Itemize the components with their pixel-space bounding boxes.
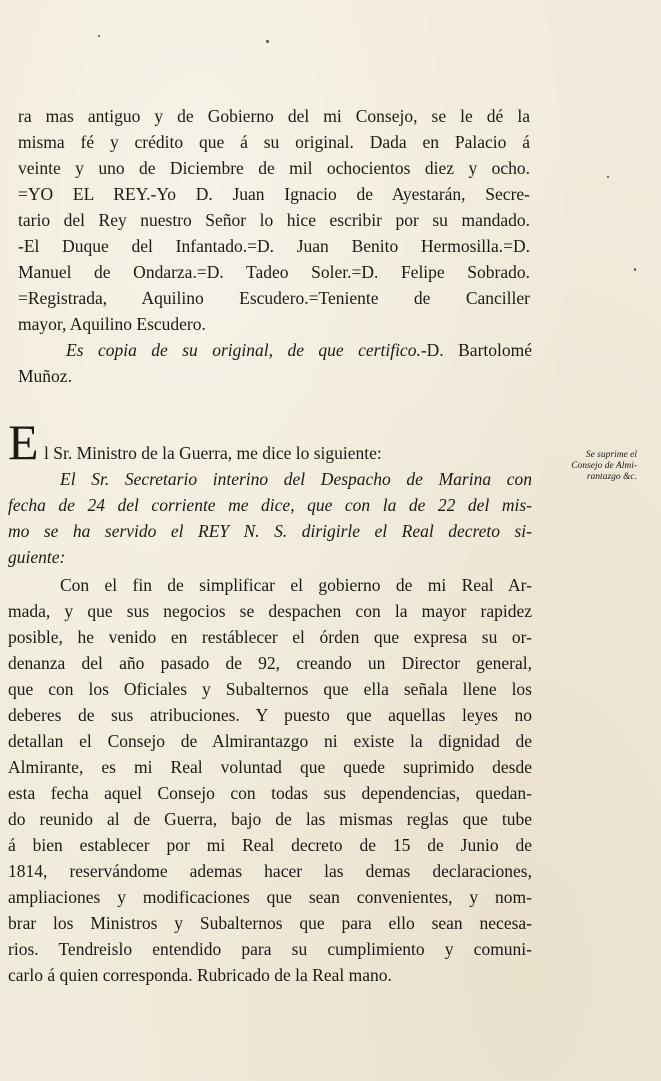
decree-line: brar los Ministros y Subalternos que para ello sean necesa- [8, 913, 532, 933]
italic-line: El Sr. Secretario interino del Despacho de Marina con [60, 469, 532, 489]
text-line: mayor, Aquilino Escudero. [18, 314, 206, 334]
margin-note-line: Se suprime el [585, 450, 637, 460]
decree-line: do reunido al de Guerra, bajo de las mismas reglas que tube [8, 809, 532, 829]
section-opening-line: l Sr. Ministro de la Guerra, me dice lo siguiente: [44, 443, 382, 463]
margin-note-line: Consejo de Almi- [571, 461, 637, 471]
paper-speck [634, 268, 636, 271]
italic-line: guiente: [8, 547, 66, 567]
text-line: =YO EL REY.-Yo D. Juan Ignacio de Ayestarán, Secre- [18, 184, 530, 204]
text-line: misma fé y crédito que á su original. Dada en Palacio á [18, 132, 530, 152]
decree-line: carlo á quien corresponda. Rubricado de la Real mano. [8, 965, 392, 985]
decree-line: ampliaciones y modificaciones que sean convenientes, y nom- [8, 887, 532, 907]
decree-line: posible, he venido en restáblecer el órden que expresa su or- [8, 627, 532, 647]
decree-line: Con el fin de simplificar el gobierno de mi Real Ar- [60, 575, 532, 595]
decree-line: rios. Tendreislo entendido para su cumplimiento y comuni- [8, 939, 532, 959]
text-line: -El Duque del Infantado.=D. Juan Benito Hermosilla.=D. [18, 236, 530, 256]
decree-line: que con los Oficiales y Subalternos que ella señala llene los [8, 679, 532, 699]
decree-line: denanza del año pasado de 92, creando un Director general, [8, 653, 532, 673]
text-line: tario del Rey nuestro Señor lo hice escribir por su mandado. [18, 210, 530, 230]
paper-speck [607, 176, 609, 178]
text-line: ra mas antiguo y de Gobierno del mi Consejo, se le dé la [18, 106, 530, 126]
decree-line: á bien establecer por mi Real decreto de 15 de Junio de [8, 835, 532, 855]
italic-line: mo se ha servido el REY N. S. dirigirle el Real decreto si- [8, 521, 532, 541]
signature-name: -D. Bartolomé [420, 340, 533, 360]
italic-line: fecha de 24 del corriente me dice, que con la de 22 del mis- [8, 495, 532, 515]
decree-line: deberes de sus atribuciones. Y puesto que aquellas leyes no [8, 705, 532, 725]
decree-line: Almirante, es mi Real voluntad que quede suprimido desde [8, 757, 532, 777]
certification-line [66, 340, 532, 360]
text-line: Manuel de Ondarza.=D. Tadeo Soler.=D. Felipe Sobrado. [18, 262, 530, 282]
text-line: =Registrada, Aquilino Escudero.=Teniente de Canciller [18, 288, 530, 308]
decree-line: mada, y que sus negocios se despachen con la mayor rapidez [8, 601, 532, 621]
paper-speck [266, 40, 269, 43]
decree-line: esta fecha aquel Consejo con todas sus dependencias, quedan- [8, 783, 532, 803]
margin-note-line: rantazgo &c. [586, 472, 637, 482]
text-line: veinte y uno de Diciembre de mil ochocientos diez y ocho. [18, 158, 530, 178]
decree-line: 1814, reservándome ademas hacer las demas declaraciones, [8, 861, 532, 881]
drop-cap: E [8, 414, 39, 470]
signature-cont: Muñoz. [18, 366, 72, 386]
certification-text: Es copia de su original, de que certifico. [66, 340, 421, 360]
paper-speck [98, 35, 100, 37]
decree-line: detallan el Consejo de Almirantazgo ni existe la dignidad de [8, 731, 532, 751]
margin-note [537, 450, 637, 483]
